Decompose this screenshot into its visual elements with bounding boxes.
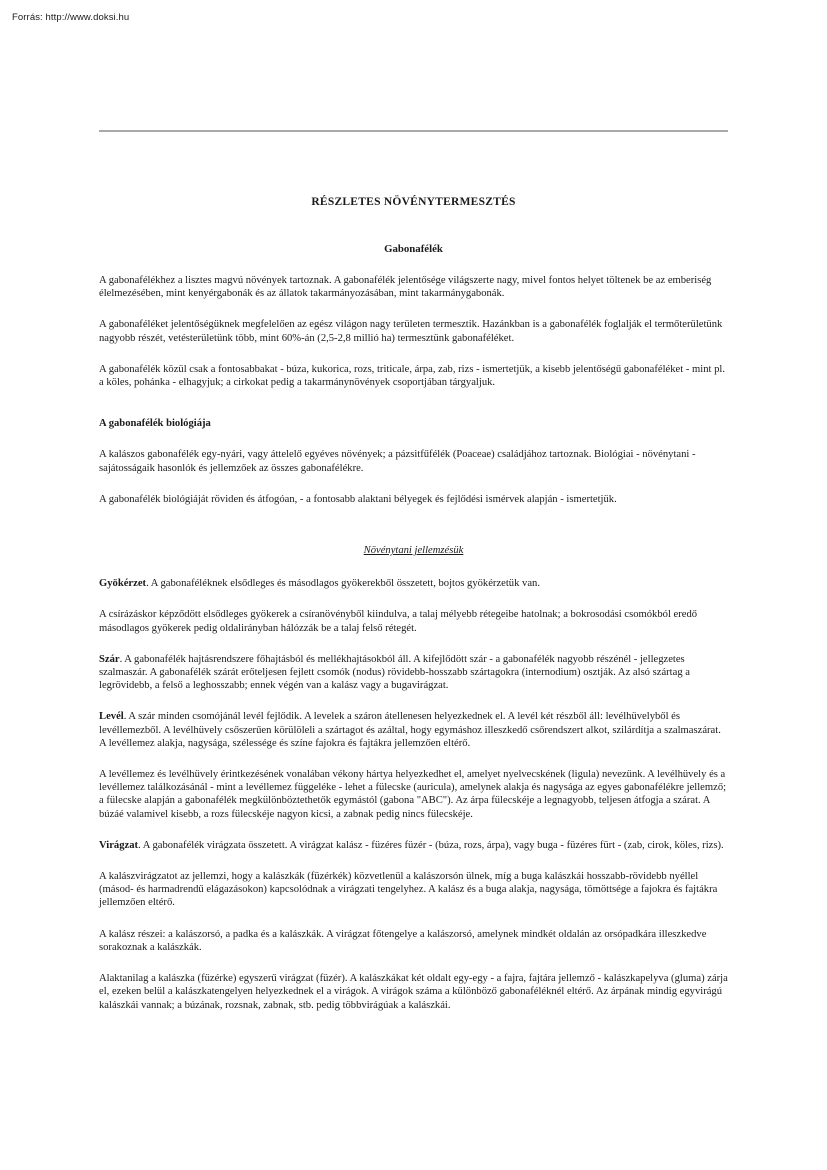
- paragraph-text: A levéllemez és levélhüvely érintkezésének vonalában vékony hártya helyezkedhet el, amelyet nyelvecskének (ligula) nevezünk. A levélhüvely és a levéllemez találkozásánál - mint a levéllemez függeléke - lehet a fülecske (auricula), amelynek alakja és nagysága az egyes gabonafélékre jellemző; a fülecske alapján a gabonafélék megkülönböztethetők egymástól (gabona "ABC"). Az árpa fülecskéje a legnagyobb, teljesen átfogja a szárat. A búzáé valamivel kisebb, a rozs fülecskéje nagyon kicsi, a zabnak pedig nincs fülecskéje.: [99, 769, 727, 820]
- lead-term-viragzat: Virágzat: [99, 839, 139, 851]
- paragraph-level: [99, 692, 728, 750]
- paragraph-biology-2: A gabonafélék biológiáját röviden és átfogóan, - a fontosabb alaktani bélyegek és fejlődési ismérvek alapján - ismertetjük.: [99, 493, 617, 505]
- paragraph-szar: [99, 635, 728, 693]
- paragraph-kalaszka: [99, 954, 728, 1012]
- paragraph-text: Alaktanilag a kalászka (füzérke) egyszerű virágzat (füzér). A kalászkákat két oldalt egy-egy - a fajra, fajtára jellemző - kalászkapelyva (gluma) zárja el, ezeken belül a kalászkatengelyen helyezkednek el a virágok. A virágok száma a különböző gabonaféléknél eltérő. Az árpának mindig egyvirágú kalászkái vannak; a búzának, rozsnak, zabnak, stb. pedig többvirágúak a kalászkái.: [99, 973, 728, 1011]
- lead-term-level: Levél: [99, 711, 124, 723]
- paragraph-intro-2: A gabonaféléket jelentőségüknek megfelelően az egész világon nagy területen termesztik. Hazánkban is a gabonafélék foglalják el termőterületünk nagyobb részét, vetésterületünk több, mint 60%-án (2,5-2,8 millió ha) termesztünk gabonaféléket.: [99, 319, 723, 344]
- paragraph-gyokerzet: [99, 562, 728, 590]
- section-heading-biology: A gabonafélék biológiája: [99, 418, 211, 430]
- paragraph-text: A csírázáskor képződött elsődleges gyökerek a csíranövényből kiindulva, a talaj mélyebb rétegeibe hatolnak; a bokrosodási csomókból eredő másodlagos gyökerek pedig oldalirányban hálózzák be a talaj felső rétegét.: [99, 609, 698, 634]
- paragraph-kalaszviragzat: [99, 852, 728, 910]
- page-title: RÉSZLETES NÖVÉNYTERMESZTÉS: [311, 196, 516, 208]
- paragraph-kalasz-reszei: [99, 910, 728, 954]
- paragraph-intro-1: A gabonafélékhez a lisztes magvú növények tartoznak. A gabonafélék jelentősége világszerte nagy, mivel fontos helyet töltenek be az emberiség élelmezésében, mint kenyérgabonák és az állatok takarmányozásában, mint takarmánygabonák.: [99, 275, 712, 300]
- paragraph-text: . A gabonafélék hajtásrendszere főhajtásból és mellékhajtásokból áll. A kifejlődött szár - a gabonafélék nagyobb részénél - jellegzetes szalmaszár. A gabonafélék szárát erőteljesen fejlett csomók (nodus) rövidebb-hosszabb szártagokra (internodium) osztják. Az alsó szártag a legrövidebb, a felső a leghosszabb; ennek végén van a kalász vagy a bugavirágzat.: [99, 653, 690, 692]
- paragraph-gyokerzet-detail: [99, 590, 728, 634]
- paragraph-intro-3: A gabonafélék közül csak a fontosabbakat - búza, kukorica, rozs, triticale, árpa, zab, rizs - ismertetjük, a kisebb jelentőségű gabonaféléket - mint pl. a köles, pohánka - elhagyjuk; a cirkokat pedig a takarmánynövények csoportjában tárgyaljuk.: [99, 363, 725, 389]
- source-url-banner: Forrás: http://www.doksi.hu: [12, 12, 130, 23]
- paragraph-text: . A gabonaféléknek elsődleges és másodlagos gyökerekből összetett, bojtos gyökérzetük van.: [146, 578, 540, 590]
- document-subtitle: Gabonafélék: [384, 243, 443, 255]
- paragraph-ligula: [99, 750, 728, 821]
- lead-term-gyokerzet: Gyökérzet: [99, 578, 147, 590]
- paragraph-text: . A gabonafélék virágzata összetett. A virágzat kalász - füzéres füzér - (búza, rozs, árpa), vagy buga - füzéres fürt - (zab, cirok, köles, rizs).: [138, 839, 724, 851]
- paragraph-text: A kalászvirágzatot az jellemzi, hogy a kalászkák (füzérkék) közvetlenül a kalászorsón ülnek, míg a buga kalászkái hosszabb-rövidebb nyéllel (másod- és harmadrendű elágazásokon) kapcsolódnak a virágzati tengelyhez. A kalász és a buga alakja, nagysága, tömöttsége a fajokra és fajtákra jellemzően eltérő.: [99, 871, 718, 909]
- paragraph-text: . A szár minden csomójánál levél fejlődik. A levelek a száron átellenesen helyezkednek el. A levél két részből áll: levélhüvelyből és levéllemezből. A levélhüvely csőszerűen körülöleli a szártagot és azáltal, hogy egymáshoz illeszkedő csőrendszert alkot, szilárdítja a szalmaszárat. A levéllemez alakja, nagysága, szélessége és színe fajokra és fajtákra jellemzően eltérő.: [99, 711, 721, 749]
- paragraph-biology-1: A kalászos gabonafélék egy-nyári, vagy áttelelő egyéves növények; a pázsitfűfélék (Poaceae) családjához tartoznak. Biológiai - növénytani - sajátosságaik hasonlók és jellemzőek az összes gabonafélékre.: [99, 449, 696, 474]
- paragraph-text: A kalász részei: a kalászorsó, a padka és a kalászkák. A virágzat főtengelye a kalászorsó, amelynek mindkét oldalán az orsópadkára illeszkedve sorakoznak a kalászkák.: [99, 928, 707, 953]
- section-heading-botany: Növénytani jellemzésük: [363, 545, 464, 557]
- document-content-column: [99, 130, 728, 1012]
- lead-term-szar: Szár: [99, 653, 120, 665]
- paragraph-viragzat: [99, 821, 728, 852]
